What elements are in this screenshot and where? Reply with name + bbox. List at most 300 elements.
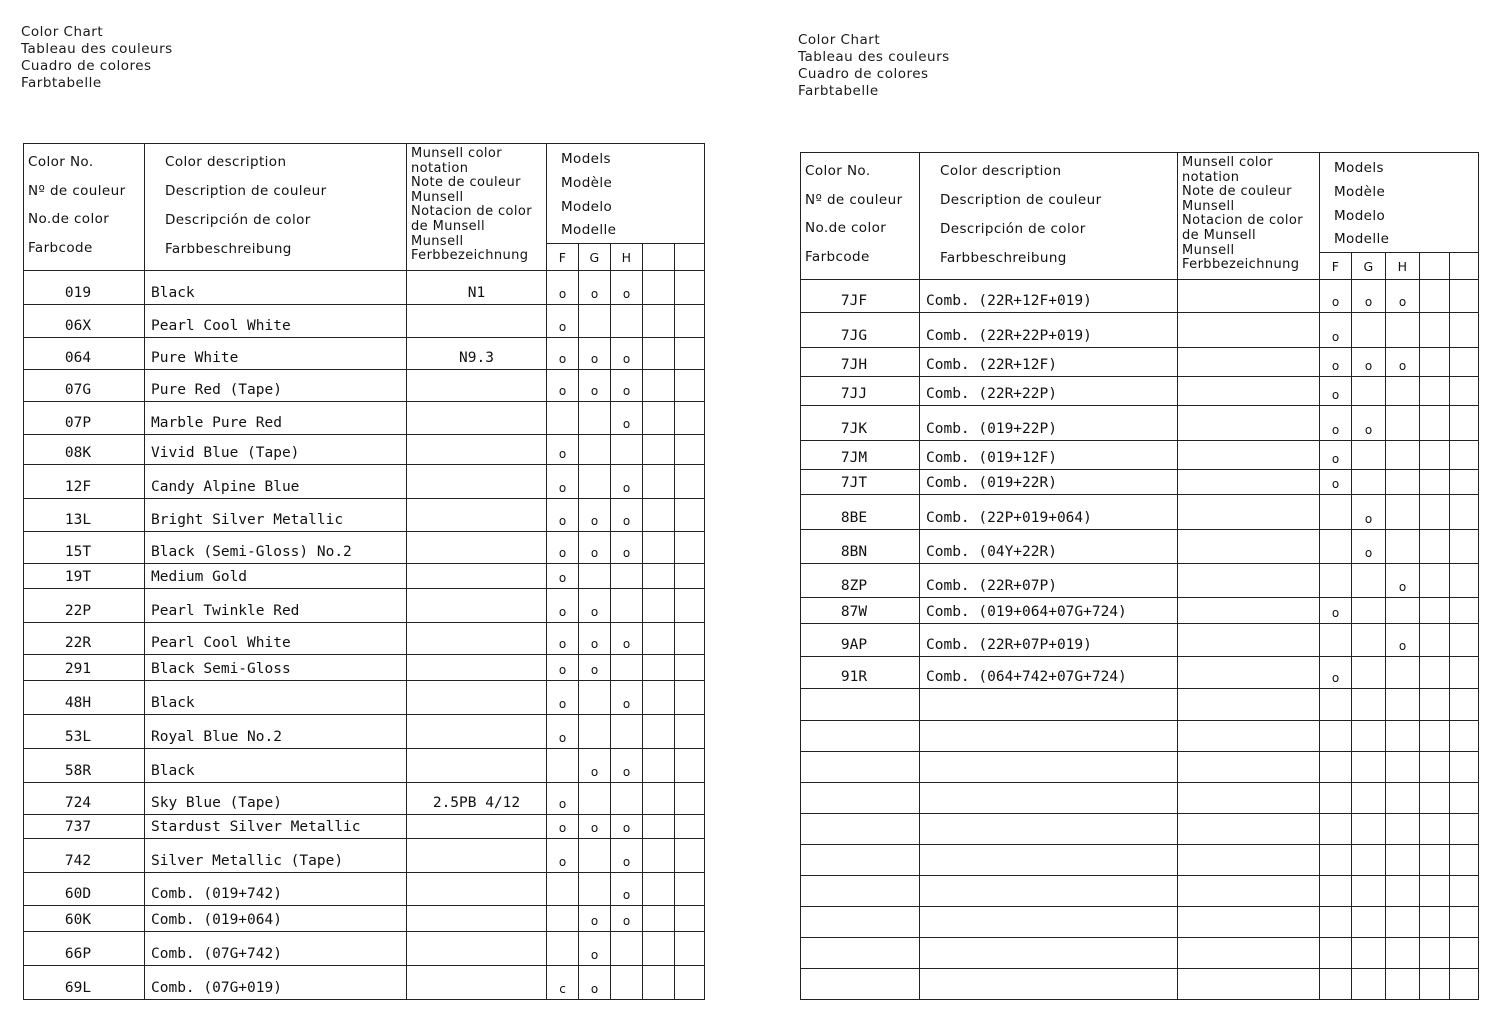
empty-model-cell xyxy=(675,681,705,715)
empty-model-cell xyxy=(1450,495,1479,530)
model-f-mark: o xyxy=(547,815,579,839)
model-f-mark xyxy=(547,873,579,906)
model-g-mark xyxy=(1352,657,1386,689)
page-title-es: Cuadro de colores xyxy=(798,66,929,82)
color-code-cell: 06X xyxy=(24,305,145,338)
model-f-mark: o xyxy=(1320,657,1352,689)
color-description-cell: Comb. (07G+742) xyxy=(145,932,407,966)
table-row xyxy=(801,969,1479,1000)
empty-model-cell xyxy=(643,402,675,435)
munsell-cell: N9.3 xyxy=(407,338,547,370)
munsell-cell xyxy=(407,749,547,783)
color-code-cell xyxy=(801,907,920,938)
color-no-header-line: No.de color xyxy=(805,220,887,236)
model-h-mark: o xyxy=(611,815,643,839)
munsell-cell xyxy=(407,623,547,655)
munsell-cell xyxy=(407,465,547,499)
color-description-cell xyxy=(920,752,1178,783)
munsell-cell: 2.5PB 4/12 xyxy=(407,783,547,815)
table-row xyxy=(24,932,705,966)
empty-model-cell xyxy=(675,499,705,532)
model-g-mark: o xyxy=(579,271,611,305)
color-no-header-line: Color No. xyxy=(805,163,871,179)
model-g-mark xyxy=(1352,721,1386,752)
empty-model-cell xyxy=(1450,907,1479,938)
munsell-cell xyxy=(1178,814,1320,845)
model-f-mark xyxy=(1320,845,1352,876)
model-f-mark: o xyxy=(547,655,579,681)
empty-model-cell xyxy=(643,839,675,873)
munsell-cell xyxy=(1178,938,1320,969)
empty-model-cell xyxy=(1450,564,1479,598)
munsell-header-line: Note de couleur xyxy=(1182,184,1292,200)
empty-model-cell xyxy=(1450,441,1479,470)
empty-model-cell xyxy=(675,655,705,681)
color-description-cell: Black xyxy=(145,271,407,305)
model-h-mark xyxy=(611,655,643,681)
model-f-mark xyxy=(547,906,579,932)
color-description-cell: Pearl Cool White xyxy=(145,623,407,655)
model-g-mark xyxy=(579,715,611,749)
table-row xyxy=(24,749,705,783)
table-row xyxy=(801,377,1479,406)
color-code-cell xyxy=(801,969,920,1000)
munsell-cell xyxy=(407,435,547,465)
table-body xyxy=(24,271,705,1000)
table-row xyxy=(24,715,705,749)
model-f-mark: o xyxy=(1320,280,1352,313)
model-f-mark: o xyxy=(547,715,579,749)
model-g-mark: o xyxy=(1352,406,1386,441)
empty-model-cell xyxy=(675,402,705,435)
model-h-mark: o xyxy=(611,839,643,873)
munsell-cell xyxy=(407,532,547,564)
color-description-header-line: Description de couleur xyxy=(165,183,327,199)
color-code-cell: 8BE xyxy=(801,495,920,530)
model-f-mark: o xyxy=(547,465,579,499)
munsell-cell xyxy=(407,305,547,338)
empty-model-cell xyxy=(1450,845,1479,876)
color-code-cell: 8BN xyxy=(801,530,920,564)
table-row xyxy=(801,406,1479,441)
empty-model-cell xyxy=(1420,845,1450,876)
model-f-mark: o xyxy=(1320,406,1352,441)
empty-model-cell xyxy=(1450,406,1479,441)
munsell-cell: N1 xyxy=(407,271,547,305)
empty-model-cell xyxy=(675,589,705,623)
color-description-cell: Comb. (22R+12F+019) xyxy=(920,280,1178,313)
table-row xyxy=(24,338,705,370)
color-no-header-line: Nº de couleur xyxy=(28,182,126,199)
table-row xyxy=(24,623,705,655)
model-h-mark: o xyxy=(1386,624,1420,657)
table-row xyxy=(801,845,1479,876)
munsell-cell xyxy=(407,681,547,715)
model-column-header xyxy=(675,244,705,271)
empty-model-cell xyxy=(643,906,675,932)
empty-model-cell xyxy=(1420,598,1450,624)
empty-model-cell xyxy=(1450,783,1479,814)
models-header-line: Modèle xyxy=(561,174,613,191)
model-h-mark xyxy=(1386,313,1420,348)
color-description-cell: Black Semi-Gloss xyxy=(145,655,407,681)
model-h-mark xyxy=(1386,377,1420,406)
table-row xyxy=(801,752,1479,783)
empty-model-cell xyxy=(1450,313,1479,348)
empty-model-cell xyxy=(1420,783,1450,814)
page-title-block xyxy=(21,24,173,92)
munsell-cell xyxy=(407,815,547,839)
model-g-mark xyxy=(1352,969,1386,1000)
model-h-mark xyxy=(611,564,643,589)
table-header xyxy=(801,153,1479,280)
color-description-cell: Pure White xyxy=(145,338,407,370)
empty-model-cell xyxy=(1420,530,1450,564)
empty-model-cell xyxy=(1420,876,1450,907)
color-code-cell: 7JK xyxy=(801,406,920,441)
munsell-cell xyxy=(1178,280,1320,313)
model-column-header xyxy=(1420,253,1450,280)
model-h-mark: o xyxy=(611,338,643,370)
empty-model-cell xyxy=(643,655,675,681)
models-header xyxy=(547,144,705,244)
model-h-mark: o xyxy=(611,499,643,532)
munsell-header-line: Notacion de color xyxy=(1182,213,1304,229)
model-h-mark: o xyxy=(611,271,643,305)
color-code-cell: 7JT xyxy=(801,470,920,495)
color-description-cell: Royal Blue No.2 xyxy=(145,715,407,749)
table-row xyxy=(801,564,1479,598)
munsell-cell xyxy=(1178,313,1320,348)
color-code-cell: 8ZP xyxy=(801,564,920,598)
empty-model-cell xyxy=(675,932,705,966)
color-description-cell: Comb. (064+742+07G+724) xyxy=(920,657,1178,689)
color-description-header-line: Farbbeschreibung xyxy=(940,250,1067,266)
model-h-mark xyxy=(1386,721,1420,752)
model-column-header xyxy=(643,244,675,271)
model-h-mark xyxy=(1386,495,1420,530)
model-h-mark xyxy=(1386,783,1420,814)
munsell-cell xyxy=(407,402,547,435)
empty-model-cell xyxy=(1420,938,1450,969)
color-description-cell: Comb. (07G+019) xyxy=(145,966,407,1000)
color-description-cell: Vivid Blue (Tape) xyxy=(145,435,407,465)
model-f-mark: o xyxy=(547,783,579,815)
model-f-mark: o xyxy=(547,839,579,873)
color-description-cell: Silver Metallic (Tape) xyxy=(145,839,407,873)
color-description-cell xyxy=(920,969,1178,1000)
table-row xyxy=(24,402,705,435)
color-code-cell xyxy=(801,752,920,783)
empty-model-cell xyxy=(1420,814,1450,845)
empty-model-cell xyxy=(643,338,675,370)
model-f-mark: o xyxy=(547,370,579,402)
model-f-mark: o xyxy=(1320,598,1352,624)
models-header-line: Modelo xyxy=(1334,207,1386,224)
model-g-mark: o xyxy=(579,906,611,932)
models-header-line: Modelle xyxy=(561,222,617,239)
color-description-cell: Black (Semi-Gloss) No.2 xyxy=(145,532,407,564)
munsell-cell xyxy=(1178,564,1320,598)
empty-model-cell xyxy=(643,932,675,966)
model-f-mark xyxy=(1320,564,1352,598)
munsell-header-line: Munsell xyxy=(1182,198,1235,214)
table-row xyxy=(24,815,705,839)
munsell-cell xyxy=(1178,721,1320,752)
munsell-cell xyxy=(407,589,547,623)
models-header-line: Modelle xyxy=(1334,231,1390,248)
models-header-line: Modèle xyxy=(1334,183,1386,200)
model-f-mark: o xyxy=(547,435,579,465)
empty-model-cell xyxy=(1420,624,1450,657)
empty-model-cell xyxy=(675,966,705,1000)
model-f-mark: o xyxy=(547,681,579,715)
table-row xyxy=(24,532,705,564)
empty-model-cell xyxy=(675,465,705,499)
color-code-cell xyxy=(801,783,920,814)
page-title-en: Color Chart xyxy=(798,32,881,48)
color-code-cell xyxy=(801,876,920,907)
model-h-mark: o xyxy=(611,873,643,906)
empty-model-cell xyxy=(643,815,675,839)
empty-model-cell xyxy=(1420,313,1450,348)
color-description-header-line: Descripción de color xyxy=(165,212,311,228)
model-f-mark: o xyxy=(547,271,579,305)
model-g-mark xyxy=(1352,907,1386,938)
color-description-cell xyxy=(920,783,1178,814)
table-row xyxy=(24,681,705,715)
color-description-cell xyxy=(920,689,1178,721)
empty-model-cell xyxy=(643,370,675,402)
empty-model-cell xyxy=(1450,624,1479,657)
model-h-mark xyxy=(1386,752,1420,783)
model-g-mark xyxy=(1352,377,1386,406)
model-g-mark: o xyxy=(579,589,611,623)
color-description-header-line: Descripción de color xyxy=(940,221,1086,237)
munsell-header xyxy=(1178,153,1320,280)
table-row xyxy=(24,906,705,932)
munsell-cell xyxy=(407,932,547,966)
model-g-mark xyxy=(579,681,611,715)
model-h-mark: o xyxy=(611,465,643,499)
empty-model-cell xyxy=(675,435,705,465)
table-row xyxy=(801,814,1479,845)
model-f-mark xyxy=(1320,721,1352,752)
model-h-mark xyxy=(1386,598,1420,624)
model-h-mark: o xyxy=(611,402,643,435)
color-no-header-line: Color No. xyxy=(28,154,94,170)
munsell-header-line: Munsell color xyxy=(411,146,503,161)
model-f-mark xyxy=(1320,783,1352,814)
color-description-cell: Comb. (04Y+22R) xyxy=(920,530,1178,564)
right-page xyxy=(776,0,1500,1029)
color-description-cell: Marble Pure Red xyxy=(145,402,407,435)
model-f-mark xyxy=(1320,752,1352,783)
model-f-mark xyxy=(547,932,579,966)
model-g-mark xyxy=(1352,876,1386,907)
table-header xyxy=(24,144,705,271)
empty-model-cell xyxy=(1450,814,1479,845)
munsell-cell xyxy=(1178,907,1320,938)
empty-model-cell xyxy=(643,783,675,815)
model-column-header: G xyxy=(1352,253,1386,280)
empty-model-cell xyxy=(1420,689,1450,721)
table-row xyxy=(24,783,705,815)
model-f-mark xyxy=(1320,530,1352,564)
color-chart-table xyxy=(800,152,1479,1000)
munsell-cell xyxy=(1178,689,1320,721)
color-description-header-line: Description de couleur xyxy=(940,192,1102,208)
model-f-mark xyxy=(1320,624,1352,657)
model-g-mark xyxy=(579,839,611,873)
empty-model-cell xyxy=(1450,348,1479,377)
empty-model-cell xyxy=(675,370,705,402)
color-description-header xyxy=(145,144,407,271)
page-title-de: Farbtabelle xyxy=(21,75,102,91)
model-h-mark xyxy=(611,715,643,749)
model-h-mark: o xyxy=(611,532,643,564)
model-g-mark: o xyxy=(1352,495,1386,530)
empty-model-cell xyxy=(1450,938,1479,969)
model-g-mark xyxy=(1352,624,1386,657)
empty-model-cell xyxy=(1420,280,1450,313)
model-g-mark: o xyxy=(579,749,611,783)
empty-model-cell xyxy=(643,305,675,338)
model-h-mark xyxy=(1386,441,1420,470)
model-h-mark xyxy=(1386,689,1420,721)
empty-model-cell xyxy=(675,839,705,873)
color-description-cell: Comb. (019+742) xyxy=(145,873,407,906)
model-f-mark xyxy=(1320,938,1352,969)
model-g-mark: o xyxy=(579,815,611,839)
model-g-mark xyxy=(1352,814,1386,845)
color-description-cell: Comb. (22R+07P+019) xyxy=(920,624,1178,657)
color-description-header xyxy=(920,153,1178,280)
empty-model-cell xyxy=(643,499,675,532)
color-description-cell xyxy=(920,907,1178,938)
model-g-mark xyxy=(579,873,611,906)
color-description-cell: Black xyxy=(145,681,407,715)
empty-model-cell xyxy=(1450,530,1479,564)
empty-model-cell xyxy=(675,338,705,370)
color-code-cell: 87W xyxy=(801,598,920,624)
color-code-cell: 291 xyxy=(24,655,145,681)
munsell-header-line: Note de couleur xyxy=(411,175,521,191)
empty-model-cell xyxy=(643,589,675,623)
table-row xyxy=(24,435,705,465)
empty-model-cell xyxy=(1420,377,1450,406)
color-description-cell: Pearl Twinkle Red xyxy=(145,589,407,623)
table-row xyxy=(801,348,1479,377)
table-row xyxy=(801,938,1479,969)
page-title-block xyxy=(798,32,950,100)
empty-model-cell xyxy=(1420,721,1450,752)
model-g-mark xyxy=(1352,564,1386,598)
model-f-mark: o xyxy=(547,589,579,623)
munsell-cell xyxy=(407,499,547,532)
model-h-mark xyxy=(611,305,643,338)
color-code-cell: 91R xyxy=(801,657,920,689)
empty-model-cell xyxy=(643,465,675,499)
munsell-header-line: Munsell color xyxy=(1182,155,1274,170)
table-row xyxy=(24,499,705,532)
color-description-cell: Comb. (019+22R) xyxy=(920,470,1178,495)
model-g-mark xyxy=(579,402,611,435)
color-code-cell: 19T xyxy=(24,564,145,589)
table-body xyxy=(801,280,1479,1000)
color-description-cell: Candy Alpine Blue xyxy=(145,465,407,499)
table-row xyxy=(801,689,1479,721)
empty-model-cell xyxy=(1420,969,1450,1000)
empty-model-cell xyxy=(675,271,705,305)
model-f-mark xyxy=(1320,495,1352,530)
empty-model-cell xyxy=(643,532,675,564)
color-code-cell: 60K xyxy=(24,906,145,932)
model-g-mark xyxy=(579,435,611,465)
color-description-cell xyxy=(920,938,1178,969)
empty-model-cell xyxy=(675,815,705,839)
model-f-mark xyxy=(547,749,579,783)
header-row xyxy=(24,144,705,244)
model-g-mark xyxy=(1352,441,1386,470)
empty-model-cell xyxy=(675,715,705,749)
model-h-mark: o xyxy=(1386,348,1420,377)
color-code-cell: 69L xyxy=(24,966,145,1000)
model-h-mark xyxy=(1386,938,1420,969)
empty-model-cell xyxy=(1420,657,1450,689)
color-description-cell xyxy=(920,721,1178,752)
table-row xyxy=(801,470,1479,495)
model-h-mark xyxy=(1386,907,1420,938)
model-g-mark xyxy=(1352,470,1386,495)
model-g-mark xyxy=(1352,598,1386,624)
table-row xyxy=(24,589,705,623)
munsell-cell xyxy=(407,873,547,906)
model-h-mark xyxy=(1386,530,1420,564)
munsell-header-line: Munsell xyxy=(411,189,464,205)
model-f-mark xyxy=(1320,907,1352,938)
color-code-cell: 9AP xyxy=(801,624,920,657)
model-h-mark: o xyxy=(611,681,643,715)
munsell-cell xyxy=(407,839,547,873)
model-column-header: G xyxy=(579,244,611,271)
color-code-cell xyxy=(801,845,920,876)
color-description-cell xyxy=(920,814,1178,845)
empty-model-cell xyxy=(643,749,675,783)
empty-model-cell xyxy=(675,564,705,589)
munsell-cell xyxy=(1178,876,1320,907)
model-column-header: H xyxy=(1386,253,1420,280)
color-description-cell: Pearl Cool White xyxy=(145,305,407,338)
model-g-mark xyxy=(579,783,611,815)
model-h-mark xyxy=(1386,969,1420,1000)
munsell-header xyxy=(407,144,547,271)
table-row xyxy=(801,721,1479,752)
model-g-mark xyxy=(1352,313,1386,348)
color-code-cell: 7JJ xyxy=(801,377,920,406)
model-f-mark: o xyxy=(1320,348,1352,377)
color-no-header-line: No.de color xyxy=(28,211,110,227)
model-f-mark xyxy=(1320,689,1352,721)
munsell-cell xyxy=(1178,752,1320,783)
model-f-mark: o xyxy=(547,338,579,370)
empty-model-cell xyxy=(1450,280,1479,313)
empty-model-cell xyxy=(1450,969,1479,1000)
empty-model-cell xyxy=(675,623,705,655)
table-row xyxy=(24,305,705,338)
empty-model-cell xyxy=(643,681,675,715)
munsell-cell xyxy=(1178,845,1320,876)
